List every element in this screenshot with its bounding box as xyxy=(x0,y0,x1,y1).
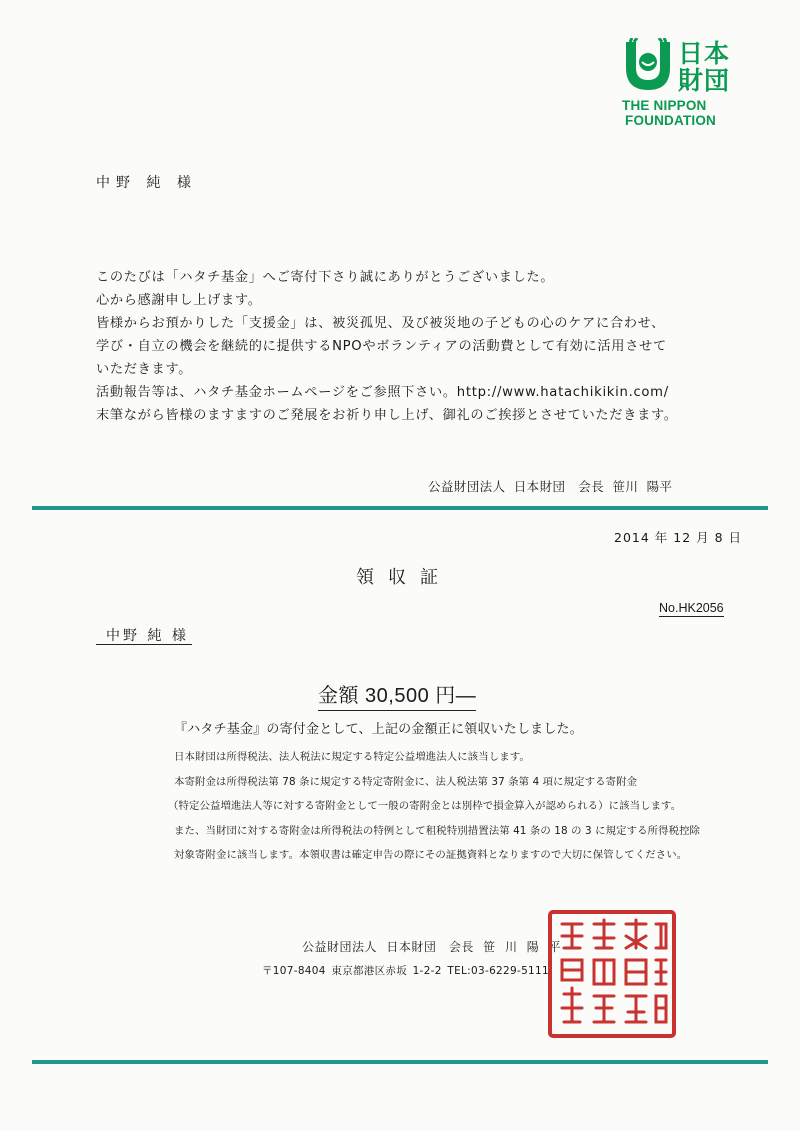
receipt-note: また、当財団に対する寄附金は所得税法の特例として租税特別措置法第 41 条の 18 の 3 に規定する所得税控除 xyxy=(174,825,701,837)
receipt-number: No.HK2056 xyxy=(659,601,724,615)
letter-paragraph: 皆様からお預かりした「支援金」は、被災孤児、及び被災地の子どもの心のケアに合わせ、 xyxy=(96,316,665,331)
addressee-underline xyxy=(96,644,192,645)
logo-en-line1: THE NIPPON xyxy=(622,98,707,113)
official-seal-icon xyxy=(546,908,678,1040)
receipt-intro: 『ハタチ基金』の寄付金として、上記の金額正に領収いたしました。 xyxy=(174,722,583,737)
receipt-date: 2014 年 12 月 8 日 xyxy=(614,530,743,545)
letter-body xyxy=(96,266,736,427)
letter-paragraph: このたびは「ハタチ基金」へご寄付下さり誠にありがとうございました。 xyxy=(96,270,555,285)
receipt-signature: 公益財団法人 日本財団 会長 笹 川 陽 平 xyxy=(302,940,562,954)
logo-en-line2: FOUNDATION xyxy=(625,113,716,128)
receipt-note: 日本財団は所得税法、法人税法に規定する特定公益増進法人に該当します。 xyxy=(174,751,530,763)
letter-paragraph: 学び・自立の機会を継続的に提供するNPOやボランティアの活動費として有効に活用させて xyxy=(96,339,667,354)
letter-paragraph: 末筆ながら皆様のますますのご発展をお祈り申し上げ、御礼のご挨拶とさせていただきます。 xyxy=(96,408,678,423)
receipt-amount: 金額 30,500 円― xyxy=(318,679,476,711)
receipt-note: （特定公益増進法人等に対する寄附金として一般の寄附金とは別枠で損金算入が認められる）に該当します。 xyxy=(168,800,682,812)
letter-paragraph: 心から感謝申し上げます。 xyxy=(96,293,262,308)
letter-signature: 公益財団法人 日本財団 会長 笹川 陽平 xyxy=(428,479,673,494)
receipt-addressee: 中野 純 様 xyxy=(106,628,189,644)
receipt-address: 〒107-8404 東京都港区赤坂 1-2-2 TEL:03-6229-5111 xyxy=(262,965,550,977)
foundation-emblem-icon xyxy=(622,38,674,96)
logo-jp-text: 日本財団 xyxy=(678,39,731,95)
receipt-note: 本寄附金は所得税法第 78 条に規定する特定寄附金に、法人税法第 37 条第 4 項に規定する寄附金 xyxy=(174,776,638,788)
letter-addressee: 中野 純 様 xyxy=(96,175,197,191)
receipt-note: 対象寄附金に該当します。本領収書は確定申告の際にその証拠資料となりますので大切に保管してください。 xyxy=(174,849,688,861)
nippon-foundation-logo xyxy=(622,38,782,128)
letter-paragraph: いただきます。 xyxy=(96,362,193,377)
bottom-divider xyxy=(32,1060,768,1064)
receipt-title: 領収証 xyxy=(356,567,452,588)
section-divider xyxy=(32,506,768,510)
letter-paragraph: 活動報告等は、ハタチ基金ホームページをご参照下さい。http://www.hatachikikin.com/ xyxy=(96,385,669,400)
